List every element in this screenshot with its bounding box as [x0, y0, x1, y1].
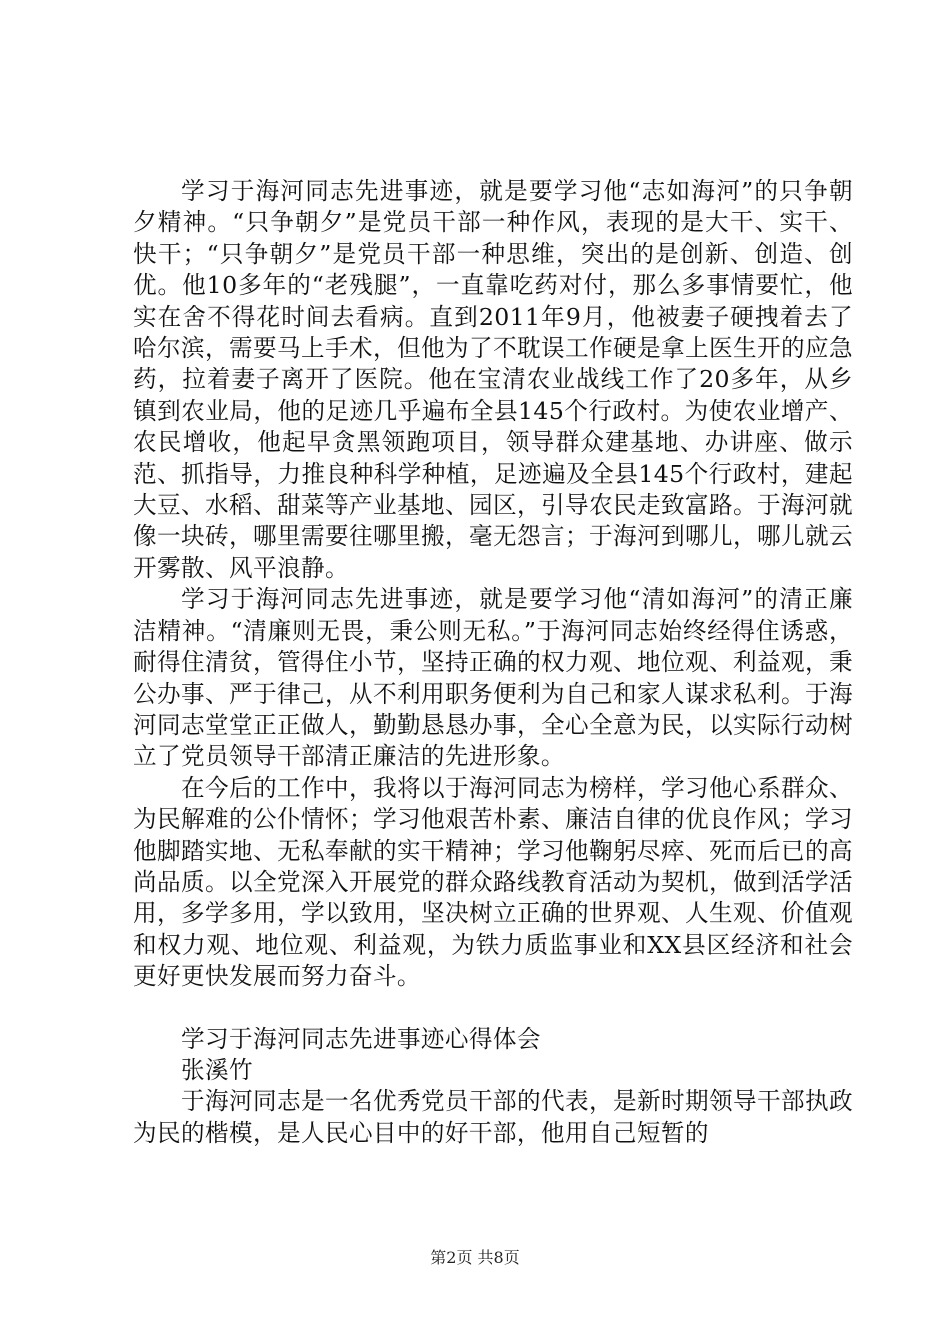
paragraph-3: 在今后的工作中，我将以于海河同志为榜样，学习他心系群众、为民解难的公仆情怀；学习他艰苦朴素、廉洁自律的优良作风；学习他脚踏实地、无私奉献的实干精神；学习他鞠躬尽瘁、死而后已的高尚品质。以全党深入开展党的群众路线教育活动为契机，做到活学活用，多学多用，学以致用，坚决树立正确的世界观、人生观、价值观和权力观、地位观、利益观，为铁力质监事业和XX县区经济和社会更好更快发展而努力奋斗。	[133, 773, 853, 991]
paragraph-2: 学习于海河同志先进事迹，就是要学习他“清如海河”的清正廉洁精神。“清廉则无畏，秉公则无私。”于海河同志始终经得住诱惑，耐得住清贫，管得住小节，坚持正确的权力观、地位观、利益观，秉公办事、严于律己，从不利用职务便利为自己和家人谋求私利。于海河同志堂堂正正做人，勤勤恳恳办事，全心全意为民，以实际行动树立了党员领导干部清正廉洁的先进形象。	[133, 585, 853, 771]
paragraph-1: 学习于海河同志先进事迹，就是要学习他“志如海河”的只争朝夕精神。“只争朝夕”是党员干部一种作风，表现的是大干、实干、快干；“只争朝夕”是党员干部一种思维，突出的是创新、创造、创优。他10多年的“老残腿”，一直靠吃药对付，那么多事情要忙，他实在舍不得花时间去看病。直到2011年9月，他被妻子硬拽着去了哈尔滨，需要马上手术，但他为了不耽误工作硬是拿上医生开的应急药，拉着妻子离开了医院。他在宝清农业战线工作了20多年，从乡镇到农业局，他的足迹几乎遍布全县145个行政村。为使农业增产、农民增收，他起早贪黑领跑项目，领导群众建基地、办讲座、做示范、抓指导，力推良种科学种植，足迹遍及全县145个行政村，建起大豆、水稻、甜菜等产业基地、园区，引导农民走致富路。于海河就像一块砖，哪里需要往哪里搬，毫无怨言；于海河到哪儿，哪儿就云开雾散、风平浪静。	[133, 177, 853, 582]
section-title: 学习于海河同志先进事迹心得体会	[181, 1024, 541, 1053]
page-footer: 第2页 共8页	[430, 1248, 520, 1267]
paragraph-4: 于海河同志是一名优秀党员干部的代表，是新时期领导干部执政为民的楷模，是人民心目中的好干部，他用自己短暂的	[133, 1087, 853, 1147]
blank-line	[133, 993, 853, 1024]
author-name: 张溪竹	[181, 1055, 253, 1084]
document-body	[133, 176, 853, 1149]
